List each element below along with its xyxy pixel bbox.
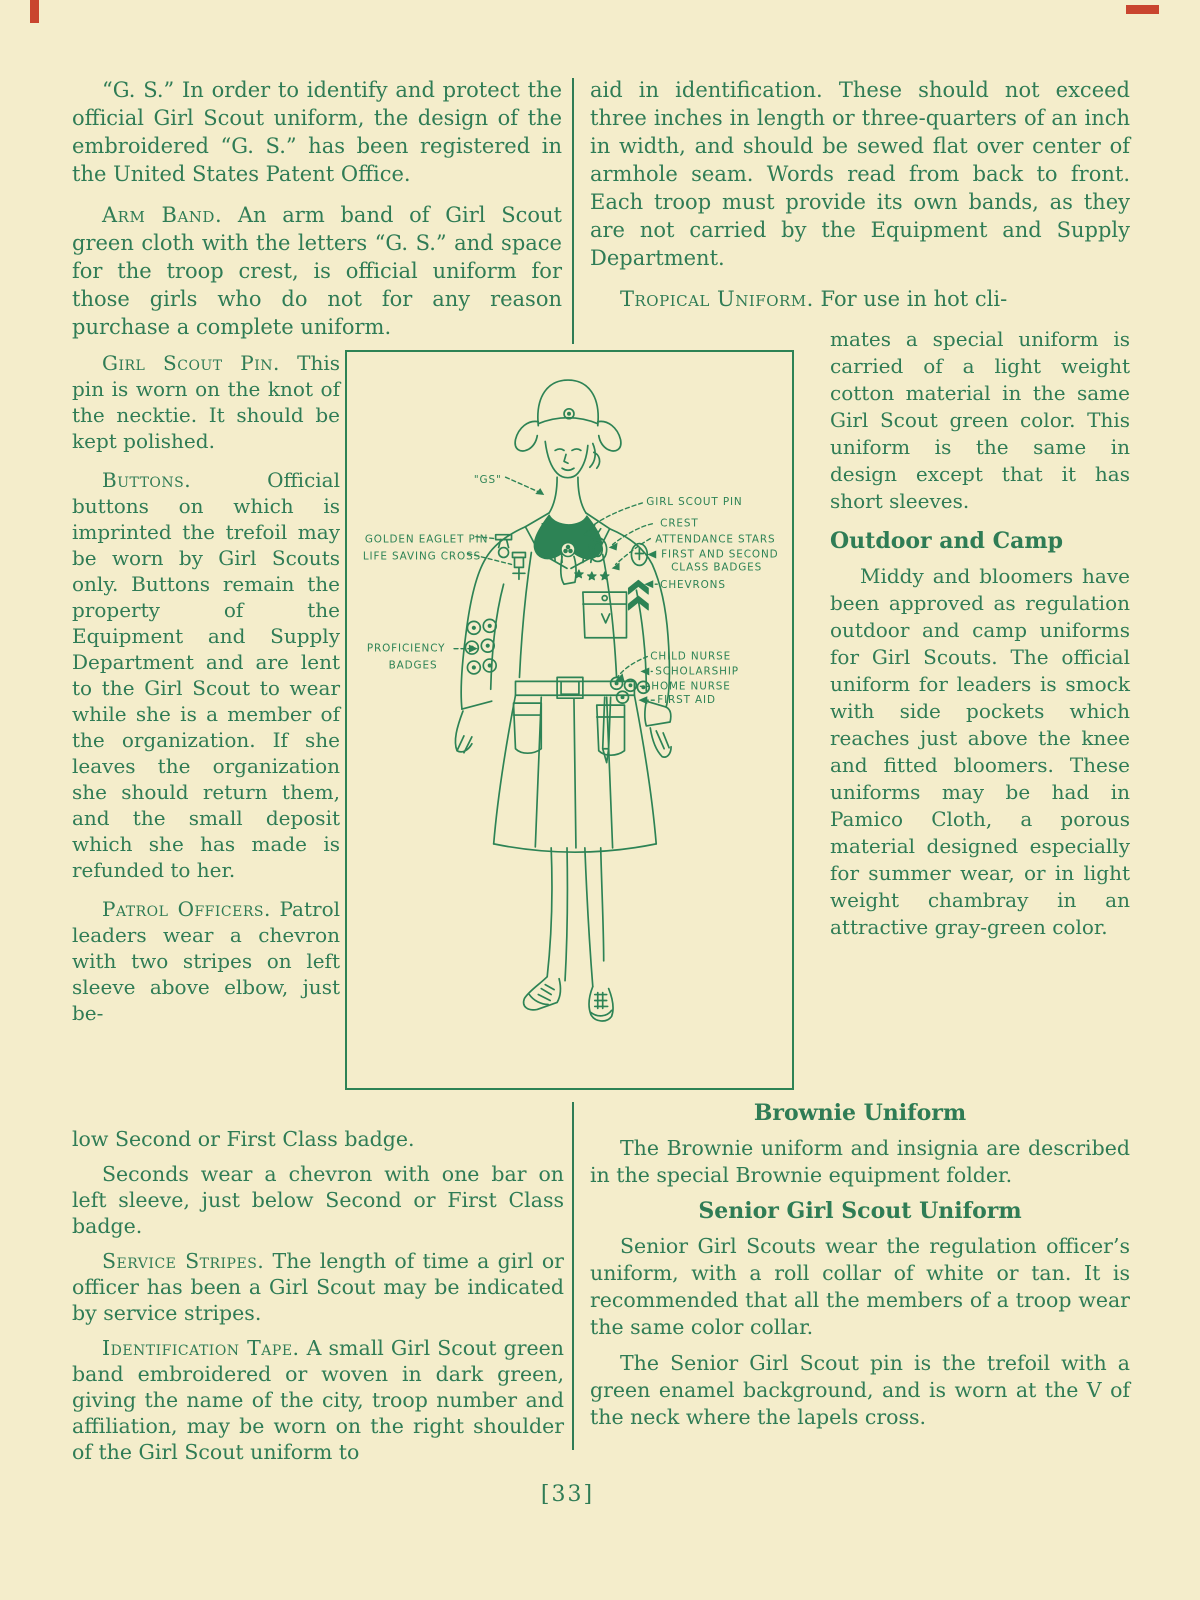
label-home-nurse: HOME NURSE: [651, 680, 731, 693]
paragraph-text: This pin is worn on the knot of the necktie. It should be kept polished.: [72, 351, 340, 453]
paragraph-text: Middy and bloomers have been approved as regulation outdoor and camp uniforms for Girl Scouts. The official uniform for leaders is smock with side pockets which reaches just above the knee and fitted bloomers. These uniforms may be had in Pamico Cloth, a porous material designed especially for summer wear, or in light weight chambray in an attractive gray-green color.: [830, 564, 1130, 939]
paragraph-text: The Brownie uniform and insignia are described in the special Brownie equipment folder.: [590, 1136, 1130, 1187]
label-golden-eaglet-pin: GOLDEN EAGLET PIN: [364, 533, 489, 546]
left-column-narrow: [72, 350, 340, 1039]
paragraph-text: “G. S.” In order to identify and protect the official Girl Scout uniform, the design of the embroidered “G. S.” has been registered in the United States Patent Office.: [72, 78, 562, 186]
paragraph-brownie: [590, 1135, 1130, 1189]
illustration-labels: [363, 474, 779, 706]
page-number: [33]: [540, 1482, 595, 1507]
paragraph-text: aid in identification. These should not exceed three inches in length or three-quarters of an inch in width, and should be sewed flat over center of armhole seam. Words read from back to front. Each troop must provide its own bands, as they are not carried by the Equipment and Supply Department.: [590, 78, 1130, 270]
label-badges: BADGES: [388, 659, 438, 672]
paragraph-service-stripes: [72, 1248, 564, 1326]
label-scholarship: SCHOLARSHIP: [655, 665, 739, 678]
paragraph-senior-2: [590, 1350, 1130, 1431]
section-lead: Identification Tape.: [102, 1336, 300, 1360]
paragraph-girl-scout-pin: [72, 350, 340, 454]
left-column-bottom: [72, 1126, 564, 1474]
paragraph-identification-tape: [72, 1335, 564, 1465]
paragraph-text: A small Girl Scout green band embroidered or woven in dark green, giving the name of the city, troop number and affiliation, may be worn on the right shoulder of the Girl Scout uniform to: [72, 1336, 564, 1464]
label-girl-scout-pin: GIRL SCOUT PIN: [646, 495, 743, 508]
paragraph-text: An arm band of Girl Scout green cloth with the letters “G. S.” and space for the troop crest, is official uniform for those girls who do not for any reason purchase a complete uniform.: [72, 203, 562, 339]
paragraph-identification-aid: [590, 76, 1130, 272]
paragraph-text: mates a special uniform is carried of a light weight cotton material in the same Girl Scout green color. This uniform is the same in design except that it has short sleeves.: [830, 327, 1130, 513]
section-lead: Girl Scout Pin.: [102, 351, 280, 375]
heading-outdoor-and-camp: Outdoor and Camp: [830, 528, 1064, 554]
column-divider-bottom: [572, 1102, 574, 1450]
paragraph-text: Official buttons on which is imprinted the trefoil may be worn by Girl Scouts only. Buttons remain the property of the Equipment and Supply Department and are lent to the Girl Scout to wear while she is a member of the organization. If she leaves the organization she should return them, and the small deposit which she has made is refunded to her.: [72, 468, 340, 882]
column-divider-top: [572, 78, 574, 344]
label-proficiency: PROFICIENCY: [366, 642, 446, 655]
left-column-top: [72, 76, 562, 354]
paragraph-text: Seconds wear a chevron with one bar on left sleeve, just below Second or First Class badge.: [72, 1162, 564, 1238]
paragraph-patrol-continued: [72, 1126, 564, 1152]
paragraph-senior-1: [590, 1233, 1130, 1341]
label-first-aid: FIRST AID: [657, 694, 716, 707]
label-child-nurse: CHILD NURSE: [650, 650, 732, 663]
right-column-bottom: [590, 1098, 1130, 1440]
paragraph-text: low Second or First Class badge.: [72, 1127, 415, 1151]
label-first-and-second: FIRST AND SECOND: [661, 548, 779, 561]
paragraph-tropical-continued: [830, 326, 1130, 515]
paragraph-patrol-officers: [72, 896, 340, 1026]
right-column-narrow: [830, 326, 1130, 954]
paragraph-buttons: [72, 467, 340, 883]
paragraph-text: The Senior Girl Scout pin is the trefoil with a green enamel background, and is worn at the V of the neck where the lapels cross.: [590, 1351, 1130, 1429]
label-class-badges: CLASS BADGES: [671, 561, 763, 574]
section-lead: Tropical Uniform.: [620, 287, 814, 311]
paragraph-text: Patrol leaders wear a chevron with two stripes on left sleeve above elbow, just be-: [72, 897, 341, 1025]
section-lead: Patrol Officers.: [102, 897, 271, 921]
uniform-illustration-frame: [345, 350, 794, 1090]
label-life-saving-cross: LIFE SAVING CROSS: [362, 550, 482, 563]
paragraph-arm-band: [72, 201, 562, 341]
red-registration-mark-left: [30, 0, 39, 23]
label-chevrons: CHEVRONS: [660, 579, 726, 592]
paragraph-text: The length of time a girl or officer has been a Girl Scout may be indicated by service stripes.: [72, 1249, 564, 1325]
section-lead: Buttons.: [102, 468, 192, 492]
label-attendance-stars: ATTENDANCE STARS: [655, 533, 776, 546]
paragraph-text: Senior Girl Scouts wear the regulation officer’s uniform, with a roll collar of white or tan. It is recommended that all the members of a troop wear the same color collar.: [590, 1234, 1130, 1339]
section-lead: Arm Band.: [102, 203, 223, 227]
uniform-illustration: [347, 352, 792, 1088]
label-crest: CREST: [660, 517, 699, 530]
right-column-top: [590, 76, 1130, 326]
heading-senior-uniform: Senior Girl Scout Uniform: [698, 1198, 1022, 1224]
red-registration-mark-right: [1126, 5, 1159, 14]
paragraph-gs-registration: [72, 76, 562, 188]
label-gs: "GS": [473, 474, 502, 487]
heading-brownie-uniform: Brownie Uniform: [753, 1100, 967, 1126]
paragraph-tropical-uniform: [590, 285, 1130, 313]
paragraph-text: For use in hot cli-: [820, 287, 1008, 311]
section-lead: Service Stripes.: [102, 1249, 265, 1273]
paragraph-seconds: [72, 1161, 564, 1239]
paragraph-outdoor-camp: [830, 563, 1130, 941]
